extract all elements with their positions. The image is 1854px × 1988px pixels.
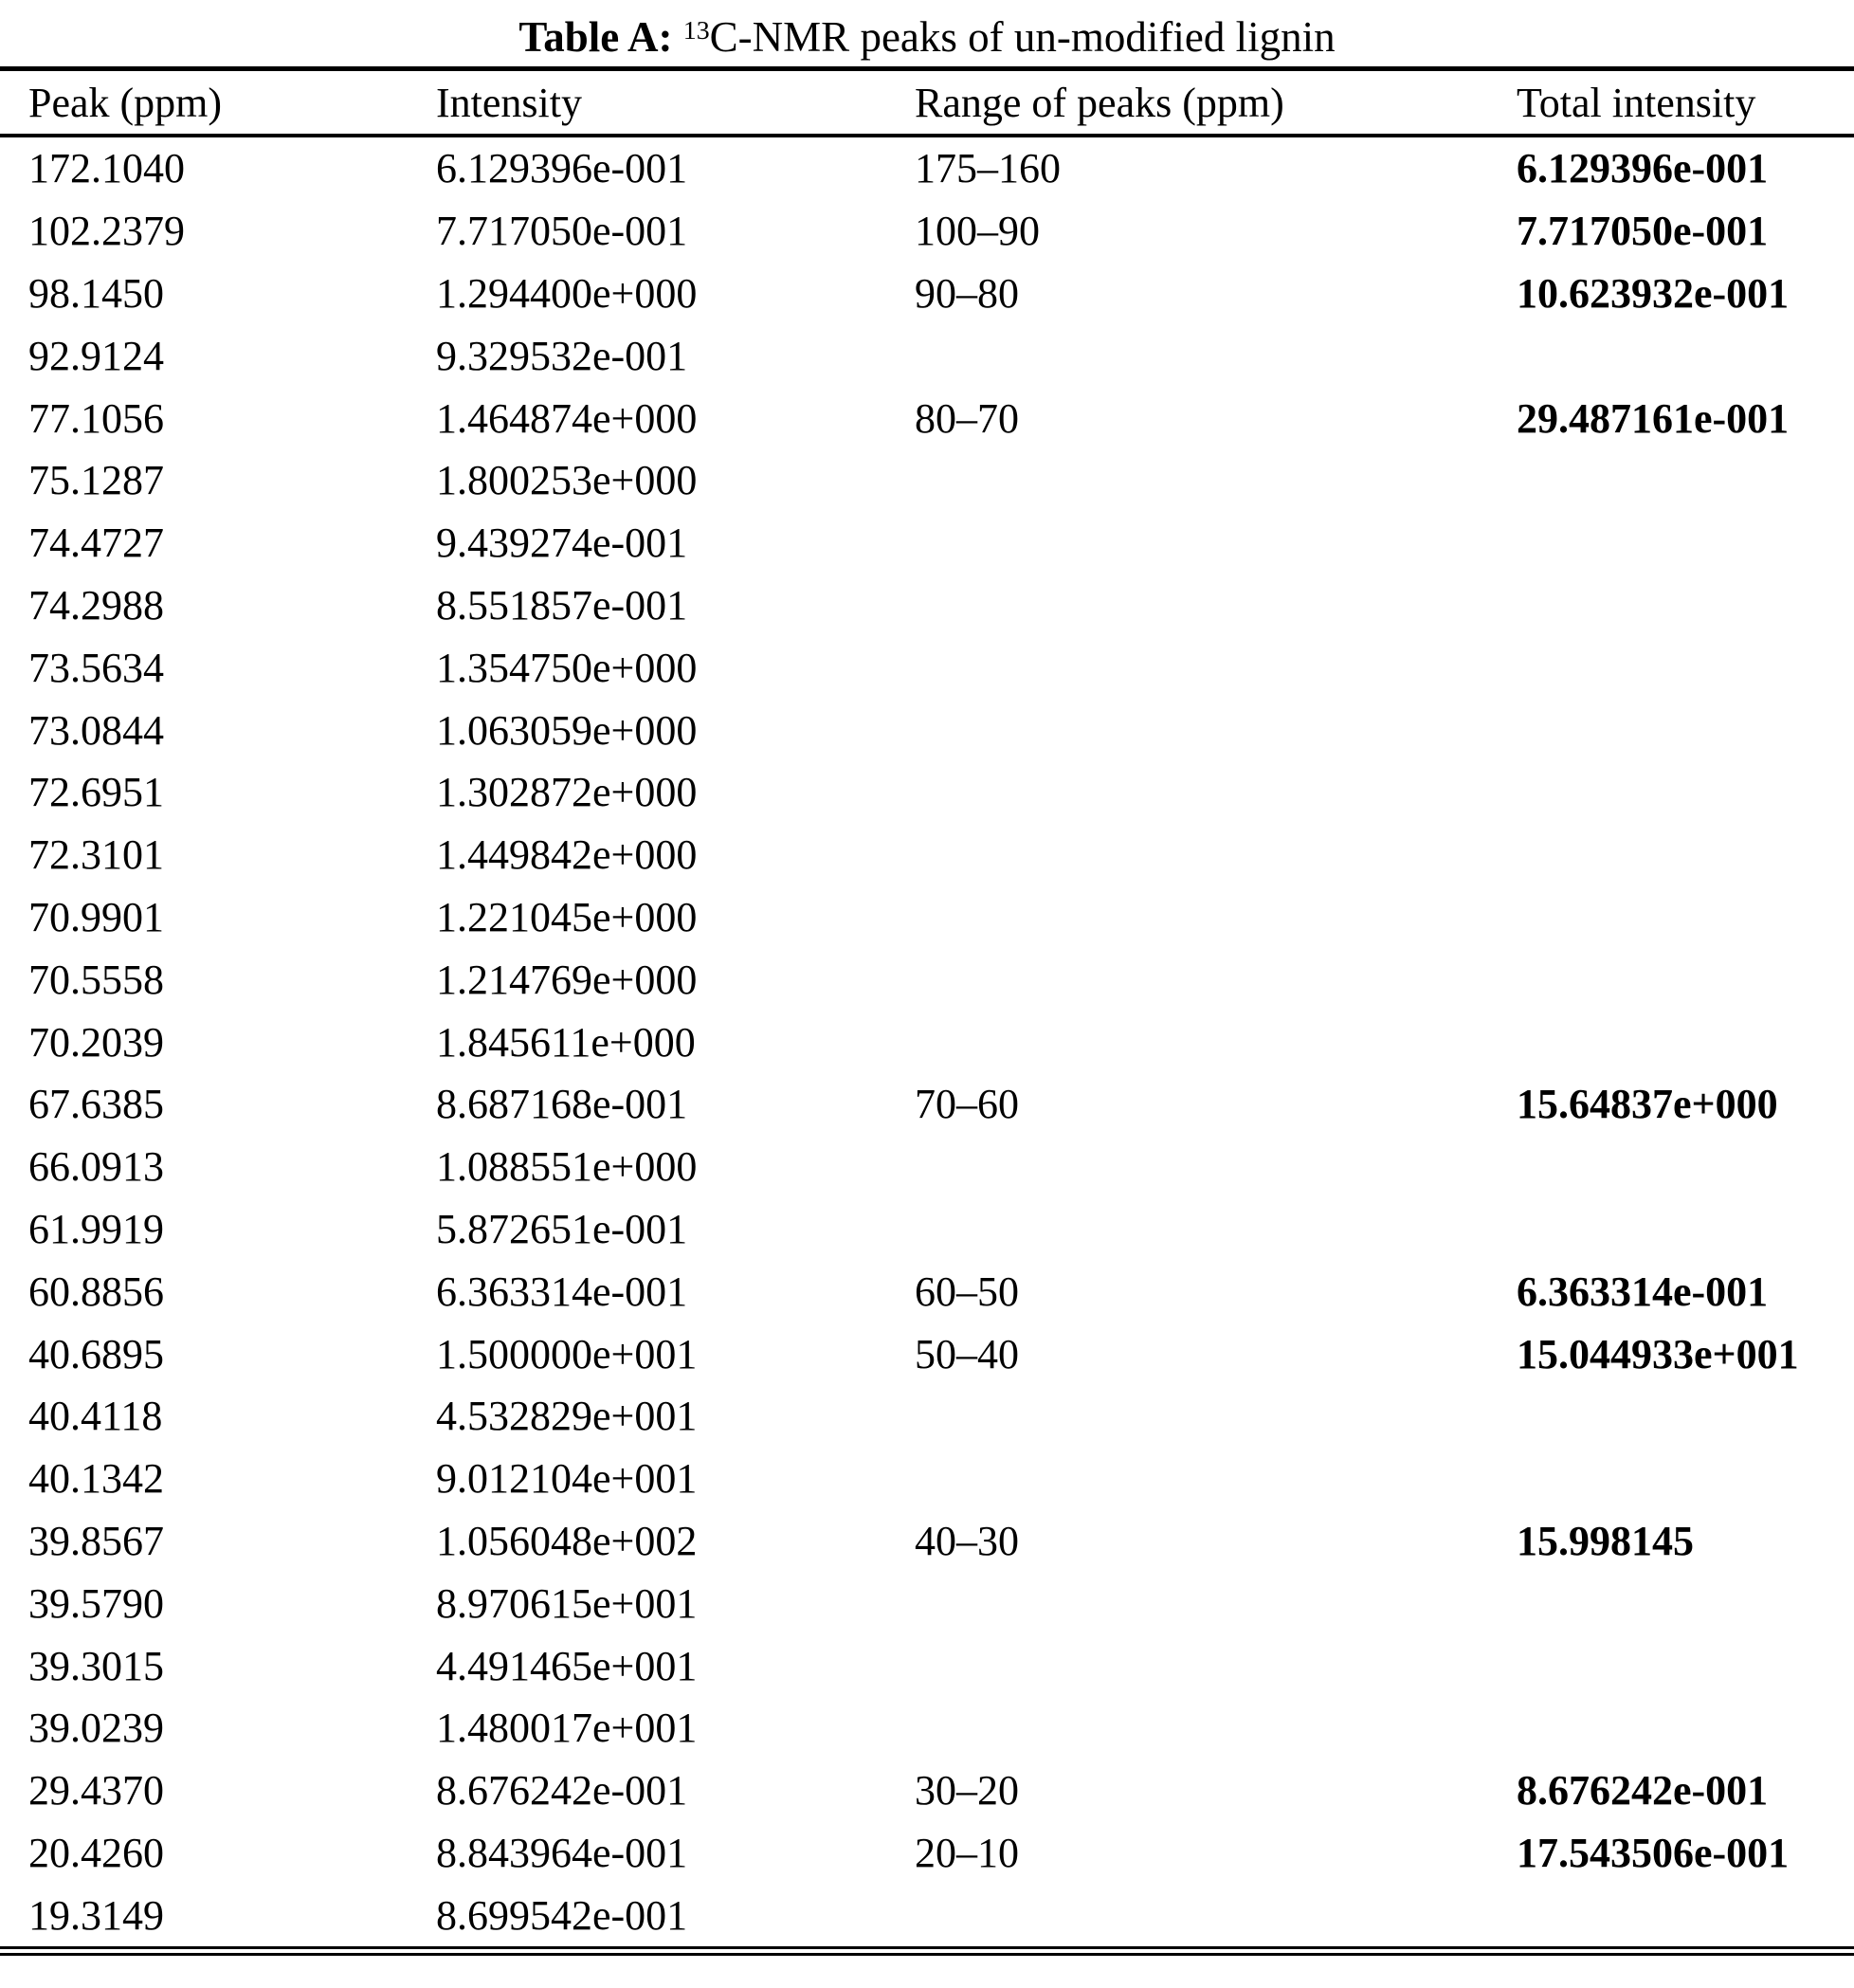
peak-cell: 61.9919 <box>28 1205 164 1252</box>
intensity-cell: 9.439274e-001 <box>436 520 688 567</box>
peak-cell: 73.0844 <box>28 706 164 754</box>
total-intensity-cell <box>1517 1572 1854 1634</box>
intensity-cell: 1.464874e+000 <box>436 394 698 442</box>
intensity-cell: 1.088551e+000 <box>436 1143 698 1191</box>
intensity-cell: 1.449842e+000 <box>436 831 698 879</box>
total-intensity-cell <box>1517 699 1854 761</box>
peak-cell: 40.6895 <box>28 1330 164 1377</box>
intensity-cell: 1.800253e+000 <box>436 457 698 504</box>
total-intensity-cell <box>1517 449 1854 512</box>
table-row <box>0 1822 1854 1885</box>
total-intensity-cell <box>1517 512 1854 575</box>
peak-cell: 60.8856 <box>28 1268 164 1315</box>
total-intensity-cell <box>1517 575 1854 637</box>
total-intensity-cell: 15.998145 <box>1517 1517 1694 1564</box>
table-body <box>0 136 1854 1951</box>
peak-cell: 102.2379 <box>28 208 185 255</box>
table-row <box>0 387 1854 449</box>
peak-cell: 72.3101 <box>28 831 164 879</box>
column-header-intensity: Intensity <box>436 69 915 137</box>
peak-cell: 70.2039 <box>28 1018 164 1066</box>
peak-cell: 19.3149 <box>0 1884 436 1951</box>
total-intensity-cell <box>1517 1385 1854 1448</box>
nmr-peaks-table <box>0 66 1854 1956</box>
total-intensity-cell <box>1517 1136 1854 1198</box>
intensity-cell: 9.329532e-001 <box>436 332 688 379</box>
range-cell <box>915 886 1517 949</box>
intensity-cell: 1.500000e+001 <box>436 1330 698 1377</box>
table-row <box>0 200 1854 263</box>
intensity-cell: 8.843964e-001 <box>436 1829 688 1876</box>
total-intensity-cell <box>1517 761 1854 824</box>
peak-cell: 39.5790 <box>28 1579 164 1627</box>
table-row <box>0 136 1854 200</box>
intensity-cell: 5.872651e-001 <box>436 1205 688 1252</box>
total-intensity-cell <box>1517 948 1854 1011</box>
range-cell <box>915 699 1517 761</box>
peak-cell: 74.2988 <box>28 581 164 629</box>
range-cell <box>915 449 1517 512</box>
table-row <box>0 263 1854 325</box>
range-cell <box>915 575 1517 637</box>
intensity-cell: 1.480017e+001 <box>436 1705 698 1752</box>
total-intensity-cell: 15.044933e+001 <box>1517 1330 1799 1377</box>
peak-cell: 67.6385 <box>28 1081 164 1128</box>
intensity-cell: 4.532829e+001 <box>436 1393 698 1440</box>
range-cell <box>915 1634 1517 1697</box>
total-intensity-cell: 10.623932e-001 <box>1517 269 1790 317</box>
total-intensity-cell: 29.487161e-001 <box>1517 394 1790 442</box>
table-row <box>0 1634 1854 1697</box>
range-cell <box>915 1572 1517 1634</box>
peak-cell: 70.5558 <box>28 956 164 1003</box>
total-intensity-cell <box>1517 1198 1854 1261</box>
range-cell <box>915 1011 1517 1073</box>
table-row <box>0 1011 1854 1073</box>
intensity-cell: 8.970615e+001 <box>436 1579 698 1627</box>
peak-cell: 92.9124 <box>28 332 164 379</box>
table-row <box>0 761 1854 824</box>
peak-cell: 20.4260 <box>28 1829 164 1876</box>
column-header-total-intensity: Total intensity <box>1517 69 1854 137</box>
table-row <box>0 1322 1854 1385</box>
range-cell <box>915 636 1517 699</box>
table-row <box>0 1760 1854 1822</box>
table-row <box>0 1448 1854 1510</box>
range-cell <box>915 1136 1517 1198</box>
intensity-cell: 1.354750e+000 <box>436 644 698 691</box>
table-row <box>0 1572 1854 1634</box>
total-intensity-cell: 6.129396e-001 <box>1517 145 1769 192</box>
peak-cell: 70.9901 <box>28 893 164 940</box>
intensity-cell: 8.676242e-001 <box>436 1767 688 1815</box>
range-cell <box>915 761 1517 824</box>
table-row <box>0 1697 1854 1760</box>
table-row <box>0 948 1854 1011</box>
range-cell <box>915 1884 1517 1951</box>
total-intensity-cell: 15.64837e+000 <box>1517 1081 1778 1128</box>
total-intensity-cell <box>1517 886 1854 949</box>
intensity-cell: 1.221045e+000 <box>436 893 698 940</box>
range-cell: 20–10 <box>915 1829 1019 1876</box>
total-intensity-cell: 8.676242e-001 <box>1517 1767 1769 1815</box>
header-row <box>0 69 1854 137</box>
intensity-cell: 1.302872e+000 <box>436 769 698 816</box>
total-intensity-cell: 17.543506e-001 <box>1517 1829 1790 1876</box>
peak-cell: 39.3015 <box>28 1642 164 1689</box>
range-cell: 60–50 <box>915 1268 1019 1315</box>
intensity-cell: 8.551857e-001 <box>436 581 688 629</box>
range-cell <box>915 1385 1517 1448</box>
table-row <box>0 1136 1854 1198</box>
range-cell <box>915 1697 1517 1760</box>
range-cell <box>915 948 1517 1011</box>
peak-cell: 39.8567 <box>28 1517 164 1564</box>
table-row <box>0 1260 1854 1322</box>
caption-spacer <box>673 13 683 61</box>
table-row <box>0 575 1854 637</box>
intensity-cell: 7.717050e-001 <box>436 208 688 255</box>
intensity-cell: 1.056048e+002 <box>436 1517 698 1564</box>
table-row <box>0 1198 1854 1261</box>
column-header-peak: Peak (ppm) <box>0 69 436 137</box>
total-intensity-cell <box>1517 324 1854 387</box>
table-row <box>0 824 1854 886</box>
table-row <box>0 1510 1854 1573</box>
table-row <box>0 324 1854 387</box>
table-row <box>0 699 1854 761</box>
column-header-range: Range of peaks (ppm) <box>915 69 1517 137</box>
intensity-cell: 4.491465e+001 <box>436 1642 698 1689</box>
total-intensity-cell: 7.717050e-001 <box>1517 208 1769 255</box>
range-cell: 50–40 <box>915 1330 1019 1377</box>
table-row <box>0 449 1854 512</box>
total-intensity-cell <box>1517 1697 1854 1760</box>
total-intensity-cell <box>1517 1448 1854 1510</box>
table-caption-label: Table A: <box>518 13 673 61</box>
table-row <box>0 1073 1854 1136</box>
total-intensity-cell: 6.363314e-001 <box>1517 1268 1769 1315</box>
intensity-cell: 8.699542e-001 <box>436 1884 915 1951</box>
peak-cell: 75.1287 <box>28 457 164 504</box>
range-cell: 30–20 <box>915 1767 1019 1815</box>
range-cell <box>915 824 1517 886</box>
total-intensity-cell <box>1517 1634 1854 1697</box>
table-header <box>0 69 1854 137</box>
range-cell: 80–70 <box>915 394 1019 442</box>
range-cell <box>915 512 1517 575</box>
range-cell <box>915 1448 1517 1510</box>
table-caption <box>0 0 1854 66</box>
intensity-cell: 8.687168e-001 <box>436 1081 688 1128</box>
peak-cell: 172.1040 <box>28 145 185 192</box>
peak-cell: 40.4118 <box>28 1393 163 1440</box>
range-cell: 40–30 <box>915 1517 1019 1564</box>
range-cell: 70–60 <box>915 1081 1019 1128</box>
peak-cell: 73.5634 <box>28 644 164 691</box>
total-intensity-cell <box>1517 1884 1854 1951</box>
peak-cell: 98.1450 <box>28 269 164 317</box>
peak-cell: 77.1056 <box>28 394 164 442</box>
total-intensity-cell <box>1517 824 1854 886</box>
range-cell: 100–90 <box>915 208 1040 255</box>
isotope-superscript: 13 <box>682 16 710 46</box>
intensity-cell: 1.845611e+000 <box>436 1018 696 1066</box>
range-cell: 90–80 <box>915 269 1019 317</box>
range-cell: 175–160 <box>915 145 1061 192</box>
peak-cell: 66.0913 <box>28 1143 164 1191</box>
table-caption-text: C-NMR peaks of un-modified lignin <box>709 13 1336 61</box>
table-row <box>0 886 1854 949</box>
intensity-cell: 1.294400e+000 <box>436 269 698 317</box>
table-row <box>0 512 1854 575</box>
peak-cell: 29.4370 <box>28 1767 164 1815</box>
intensity-cell: 1.214769e+000 <box>436 956 698 1003</box>
total-intensity-cell <box>1517 1011 1854 1073</box>
peak-cell: 39.0239 <box>28 1705 164 1752</box>
range-cell <box>915 1198 1517 1261</box>
peak-cell: 74.4727 <box>28 520 164 567</box>
total-intensity-cell <box>1517 636 1854 699</box>
intensity-cell: 6.129396e-001 <box>436 145 688 192</box>
range-cell <box>915 324 1517 387</box>
table-row <box>0 1884 1854 1951</box>
peak-cell: 40.1342 <box>28 1455 164 1503</box>
peak-cell: 72.6951 <box>28 769 164 816</box>
table-row <box>0 636 1854 699</box>
intensity-cell: 1.063059e+000 <box>436 706 698 754</box>
intensity-cell: 9.012104e+001 <box>436 1455 698 1503</box>
table-row <box>0 1385 1854 1448</box>
intensity-cell: 6.363314e-001 <box>436 1268 688 1315</box>
